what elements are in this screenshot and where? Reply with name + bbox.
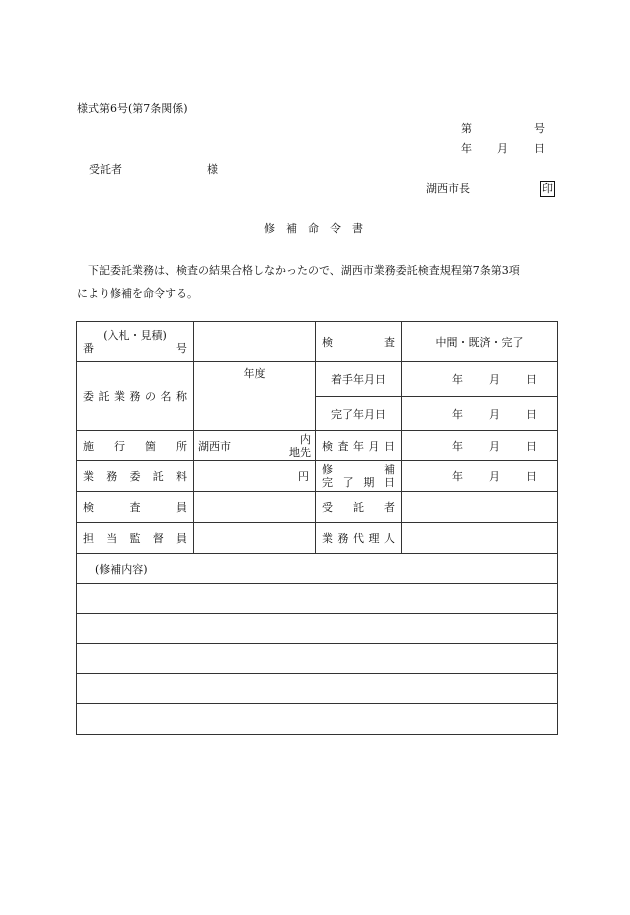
repair-content-line <box>77 584 558 614</box>
start-date-label: 着手年月日 <box>316 362 402 397</box>
label-char: 員 <box>176 532 187 545</box>
title-char: 書 <box>352 222 363 235</box>
bid-no-label-b: 号 <box>176 341 187 355</box>
year-unit: 年 <box>452 470 463 483</box>
label-char: 委 <box>129 470 141 483</box>
label-char: 受 <box>322 501 333 514</box>
label-char: 監 <box>129 532 141 545</box>
contractor-label-cell <box>316 492 402 523</box>
end-date-label: 完了年月日 <box>316 397 402 431</box>
table-row <box>77 523 558 554</box>
seal-mark <box>540 181 555 197</box>
year-unit: 年 <box>452 439 463 453</box>
repair-order-table <box>76 321 558 735</box>
label-char: 料 <box>176 470 187 483</box>
year-unit: 年 <box>452 407 463 421</box>
label-char: 業 <box>114 390 125 403</box>
inspection-type-value[interactable]: 中間・既済・完了 <box>402 322 558 362</box>
label-char: 査 <box>129 501 141 514</box>
label-char: 検 <box>322 439 333 453</box>
label-char: 委 <box>83 390 94 403</box>
label-char: 員 <box>176 501 187 514</box>
location-label <box>83 438 187 454</box>
inspector-value-cell[interactable] <box>194 492 316 523</box>
day-unit: 日 <box>526 407 537 421</box>
title-char: 令 <box>330 222 341 235</box>
label-char: 検 <box>83 501 94 514</box>
label-char: 称 <box>176 390 187 403</box>
repair-deadline-label-cell <box>316 461 402 492</box>
table-row <box>77 492 558 523</box>
label-char: 了 <box>342 476 354 489</box>
recipient-honorific: 様 <box>207 163 218 176</box>
month-unit: 月 <box>489 439 500 453</box>
label-char: 検 <box>322 335 333 349</box>
label-char: 箇 <box>145 439 156 453</box>
month-unit: 月 <box>489 407 500 421</box>
label-char: 査 <box>384 335 395 349</box>
label-char: 務 <box>337 532 349 545</box>
inspect-date-label <box>322 438 395 454</box>
label-char: 務 <box>129 390 141 403</box>
repair-content-line <box>77 644 558 674</box>
repair-content-input[interactable] <box>77 704 558 735</box>
location-label-cell <box>77 431 194 461</box>
repair-content-input[interactable] <box>77 584 558 614</box>
inspect-date-label-cell <box>316 431 402 461</box>
work-name-label <box>83 388 187 404</box>
seal-label: 印 <box>542 182 553 195</box>
contractor-value-cell[interactable] <box>402 492 558 523</box>
repair-content-line <box>77 614 558 644</box>
label-char: 期 <box>363 476 375 489</box>
repair-content-line <box>77 674 558 704</box>
label-char: 日 <box>383 476 395 489</box>
table-row <box>77 461 558 492</box>
date-day: 日 <box>534 142 545 155</box>
label-char: 務 <box>106 470 118 483</box>
fee-label-cell <box>77 461 194 492</box>
table-row <box>77 554 558 584</box>
label-char: 補 <box>384 463 395 476</box>
bid-no-label-a: 番 <box>83 341 94 355</box>
inspector-label-cell <box>77 492 194 523</box>
fee-unit: 円 <box>298 470 309 483</box>
repair-content-input[interactable] <box>77 674 558 704</box>
work-name-label-cell <box>77 362 194 431</box>
label-char: 年 <box>353 439 364 453</box>
label-char: 修 <box>322 463 333 476</box>
label-char: 督 <box>152 532 164 545</box>
label-char: 所 <box>176 439 187 453</box>
doc-no-prefix: 第 <box>461 122 472 135</box>
label-char: 託 <box>152 470 164 483</box>
label-char: 託 <box>98 390 110 403</box>
title-char: 補 <box>286 222 297 235</box>
bid-no-label <box>83 342 187 355</box>
table-row <box>77 362 558 397</box>
repair-content-input[interactable] <box>77 644 558 674</box>
label-char: 査 <box>337 439 349 453</box>
label-char: 業 <box>83 470 94 483</box>
inspection-label <box>322 334 395 350</box>
label-char: 託 <box>353 501 364 514</box>
end-date-value[interactable] <box>402 397 558 431</box>
agent-label <box>322 530 395 546</box>
repair-label <box>322 463 395 476</box>
fiscal-year-label: 年度 <box>243 367 266 380</box>
fee-label <box>83 468 187 484</box>
doc-no-suffix: 号 <box>534 122 545 135</box>
inspect-date-value[interactable] <box>402 431 558 461</box>
month-unit: 月 <box>489 373 500 386</box>
supervisor-label-cell <box>77 523 194 554</box>
label-char: 者 <box>384 501 395 514</box>
repair-content-line <box>77 704 558 735</box>
label-char: 理 <box>368 532 380 545</box>
label-char: 代 <box>353 532 364 545</box>
work-name-value-cell[interactable] <box>194 362 316 431</box>
bid-no-label-top: (入札・見積) <box>103 328 167 342</box>
form-number: 様式第6号(第7条関係) <box>77 102 188 115</box>
repair-content-label: (修補内容) <box>77 554 558 584</box>
label-char: 名 <box>160 390 172 403</box>
fee-value-cell[interactable] <box>194 461 316 492</box>
table-row <box>77 431 558 461</box>
supervisor-value-cell[interactable] <box>194 523 316 554</box>
supervisor-label <box>83 530 187 546</box>
issuer-title: 湖西市長 <box>426 182 470 195</box>
agent-label-cell <box>316 523 402 554</box>
body-line-2: により修補を命令する。 <box>77 287 198 300</box>
day-unit: 日 <box>526 439 537 453</box>
label-char: 完 <box>322 476 333 489</box>
location-value-cell[interactable] <box>194 431 316 461</box>
location-inner: 内 <box>300 432 311 446</box>
body-line-1: 下記委託業務は、検査の結果合格しなかったので、湖西市業務委託検査規程第7条第3項 <box>88 264 520 277</box>
date-month: 月 <box>497 142 508 155</box>
inspector-label <box>83 499 187 515</box>
label-char: 日 <box>384 439 395 453</box>
day-unit: 日 <box>526 373 537 386</box>
repair-content-input[interactable] <box>77 614 558 644</box>
inspection-label-cell <box>316 322 402 362</box>
document-title <box>264 223 363 234</box>
location-lot: 地先 <box>289 445 311 459</box>
day-unit: 日 <box>526 470 537 483</box>
title-char: 命 <box>308 222 319 235</box>
table-row <box>77 322 558 362</box>
label-char: 担 <box>83 532 94 545</box>
bid-no-value-cell[interactable] <box>194 322 316 362</box>
label-char: 業 <box>322 532 333 545</box>
completion-deadline-label <box>322 476 395 489</box>
location-city: 湖西市 <box>198 439 231 453</box>
label-char: 人 <box>384 532 395 545</box>
label-char: 月 <box>368 439 380 453</box>
month-unit: 月 <box>489 470 500 483</box>
label-char: の <box>145 390 156 403</box>
date-year: 年 <box>461 142 472 155</box>
repair-deadline-value[interactable] <box>402 461 558 492</box>
bid-no-label-cell <box>77 322 194 362</box>
recipient-label: 受託者 <box>89 163 122 176</box>
agent-value-cell[interactable] <box>402 523 558 554</box>
label-char: 行 <box>114 439 125 453</box>
start-date-value[interactable] <box>402 362 558 397</box>
contractor-label <box>322 499 395 515</box>
year-unit: 年 <box>452 373 463 386</box>
label-char: 施 <box>83 439 94 453</box>
label-char: 当 <box>106 532 118 545</box>
title-char: 修 <box>264 222 275 235</box>
